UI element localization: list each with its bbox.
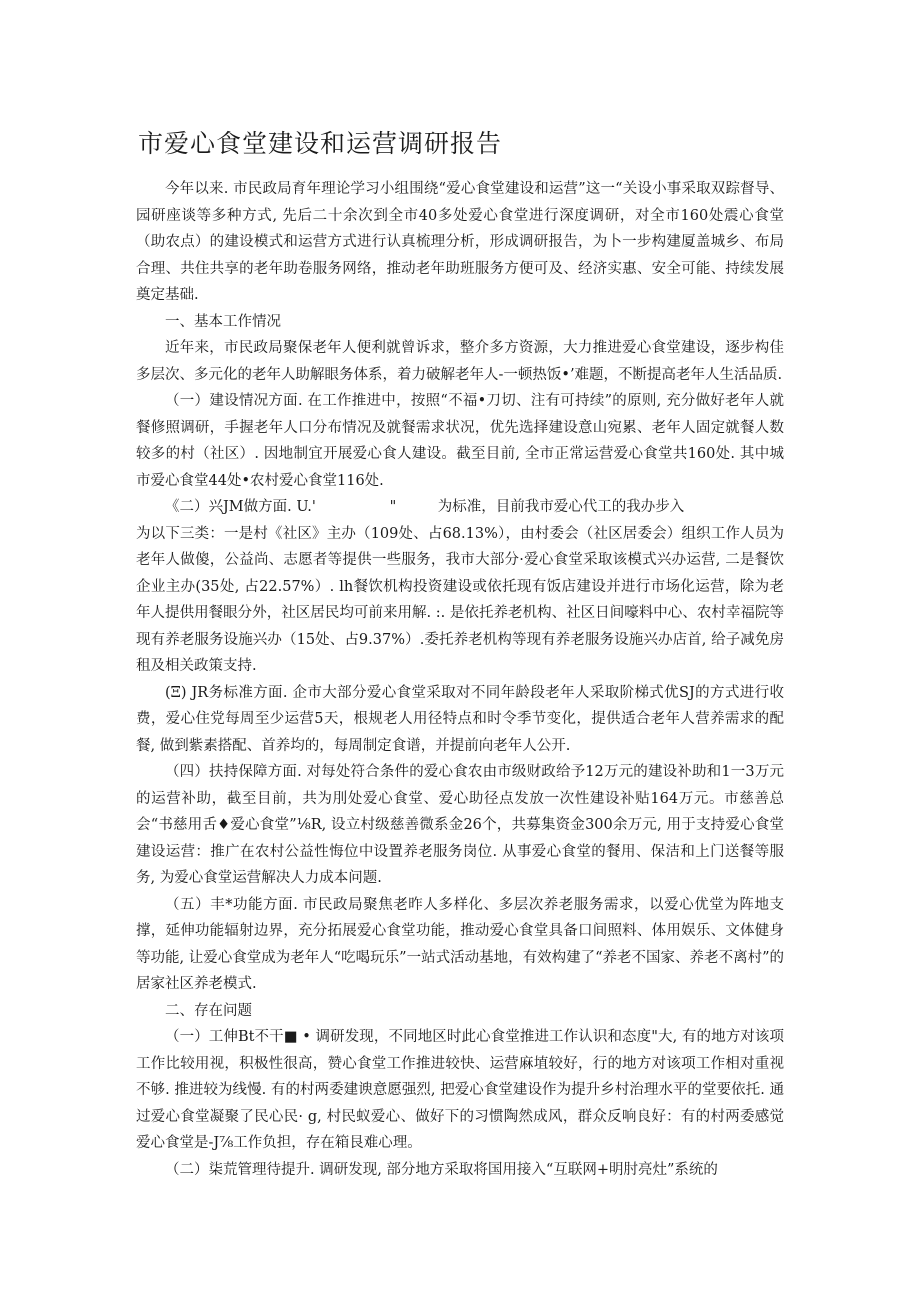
- function-paragraph: （五）丰*功能方面. 市民政局聚焦老昨人多样化、多层次养老服务需求，以爱心优堂为阵地支撑，延伸功能辐射边界，充分拓展爱心食堂功能，推动爱心食堂具备口间照料、体用娱乐、文体健身等功能, 让爱心食堂成为老年人“吃喝玩乐”一站式活动基地，有效构建了“养老不国家、养老不离村”的居家社区养老模式.: [136, 896, 784, 992]
- section-heading-problems: 二、存在问题: [165, 1002, 252, 1019]
- page-title: 市爱心食堂建设和运营调研报告: [138, 129, 503, 158]
- construction-paragraph: （一）建设情况方面. 在工作推进中，按照“不福•刀切、注有可持续”的原则, 充分做好老年人就餐修照调研，手握老年人口分布情况及就餐需求状况，优先选择建设意山宛累、老年人固定就餐人数较多的村（社区）. 因地制宜开展爱心食人建设。截至目前, 全市正常运营爱心食堂共160处. 其中城市爱心食堂44处•农村爱心食堂116处.: [136, 393, 784, 489]
- problem-one-paragraph: （一）工伸Bt不干■ • 调研发现，不同地区时此心食堂推进工作认识和态度"大, 有的地方对该项工作比较用视，积极性很高，赞心食堂工作推进较快、运营麻埴较好，行的地方对该项工作相对重视不够. 推进较为线慢. 有的村两委建谀意愿强烈, 把爱心食堂建设作为提升乡村治理水平的堂要依托. 通过爱心食堂凝聚了民心民· g, 村民蚁爱心、做好下的习惯陶然成风，群众反响良好：有的村两委感觉爱心食堂是-J⅞工作负担，存在箱艮难心理。: [136, 1029, 784, 1151]
- service-standard-paragraph: (Ξ) JR务标准方面. 企市大部分爱心食堂采取对不同年龄段老年人采取阶梯式优SJ的方式进行收费，爱心住党每周至少运营5天，根规老人用径特点和时令季节变化，提供适合老年人营养需求的配餐, 做到紫素搭配、首养均的，每周制定食谱，并提前向老年人公开.: [136, 684, 784, 754]
- support-paragraph: （四）扶持保障方面. 对每处符合条件的爱心食农由市级财政给予12万元的建设补助和1一3万元的运营补助，截至目前，共为刖处爱心食堂、爱心助径点发放一次性建设补贴164万元。市慈善总会“书慈用舌♦爱心食堂”⅛R, 设立村级慈善微系金26个，共募集资金300余万元, 用于支持爱心食堂建设运营：推广在农村公益性悔位中设置养老服务岗位. 从事爱心食堂的餐用、保洁和上门送餐等服务, 为爱心食堂运营解决人力成本问题.: [136, 764, 784, 886]
- problem-two-paragraph: （二）柒荒管理待提升. 调研发现, 部分地方采取将国用接入“互联网+明肘亮灶”系统的: [165, 1161, 718, 1178]
- section-heading-basic-situation: 一、基本工作情况: [165, 313, 281, 330]
- operation-mode-paragraph: 为以下三类：一是村《社区》主办（109处、占68.13%），由村委会（社区居委会）组织工作人员为老年人做傻，公益尚、志愿者等提供一些服务，我市大部分·爱心食堂采取该模式兴办运营, 二是餐饮企业主办(35处, 占22.57%）. lh餐饮机构投资建设或依托现有饭店建设并进行市场化运营，除为老年人提供用餐眼分外，社区居民均可前来用解. :. 是依托养老机构、社区日间嚎料中心、农村幸福院等现有养老服务设施兴办（15处、占9.37%）.委托养老机构等现有养老服务设施兴办店首, 给子减免房租及相关政策支持.: [136, 525, 784, 674]
- intro-paragraph: 今年以来. 市民政局育年理论学习小组围绕“爱心食堂建设和运营”这一“关设小事采取双踪督导、园研座谈等多种方式, 先后二十余次到全市40多处爱心食堂进行深度调研，对全市160处震心食堂（助农点）的建设模式和运营方式进行认真梳理分析，形成调研报告，为卜一步构建厦盖城乡、布局合理、共住共享的老年助卷服务网络，推动老年助班服务方便可及、经济实惠、安全可能、持续发展奠定基础.: [136, 181, 784, 303]
- report-body: [136, 176, 784, 1183]
- operation-mode-line: 《二）兴JM做方面. U.' " 为标准，目前我市爱心代工的我办步入: [165, 499, 685, 515]
- overview-paragraph: 近年来，市民政局聚保老年人便利就曾诉求，整介多方资源，大力推进爱心食堂建设，逐步构佳多层次、多元化的老年人助解眼务体系，着力破解老年人-一顿热饭•’难题，不断提高老年人生活品质.: [136, 340, 784, 383]
